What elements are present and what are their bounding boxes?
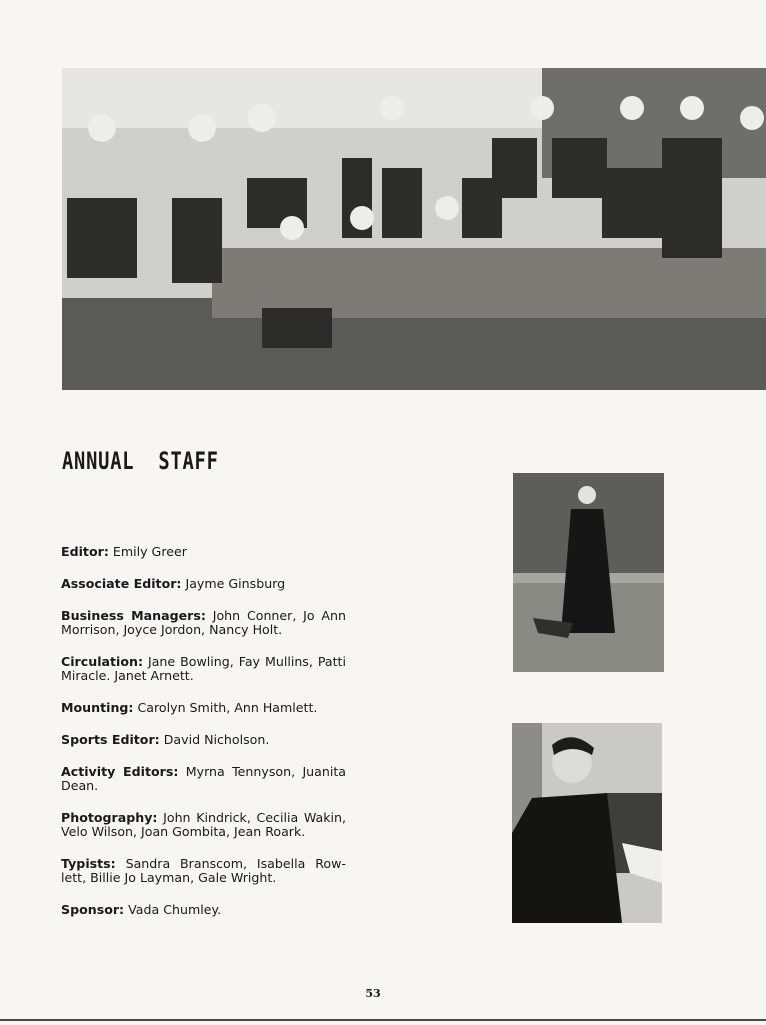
staff-entry-sponsor: [61, 903, 346, 917]
staff-entry-sports-editor: [61, 733, 346, 747]
bottom-divider: [0, 1019, 766, 1021]
page-number: 53: [365, 987, 381, 1000]
staff-entry-associate-editor: [61, 577, 346, 591]
role-label: Photography:: [61, 810, 158, 825]
staff-entry-typists: [61, 857, 346, 885]
role-label: Circulation:: [61, 654, 144, 669]
role-label: Sports Editor:: [61, 732, 160, 747]
role-label: Associate Editor:: [61, 576, 182, 591]
staff-entry-mounting: [61, 701, 346, 715]
page-title: ANNUAL STAFF: [62, 447, 219, 475]
role-label: Editor:: [61, 544, 109, 559]
staff-names: John Conner, Jo Ann Morrison, Joyce Jordon, Nancy Holt.: [61, 608, 346, 637]
staff-names: Myrna Tennyson, Juanita Dean.: [61, 764, 346, 793]
role-label: Business Managers:: [61, 608, 206, 623]
staff-entry-photography: [61, 811, 346, 839]
staff-names: Jane Bowling, Fay Mullins, Patti Miracle. Janet Arnett.: [61, 654, 346, 683]
role-label: Typists:: [61, 856, 116, 871]
staff-list: [61, 545, 346, 935]
staff-names: David Nicholson.: [163, 732, 270, 747]
staff-names: Sandra Branscom, Isabella Row-lett, Billie Jo Layman, Gale Wright.: [61, 856, 346, 885]
staff-entry-activity-editors: [61, 765, 346, 793]
staff-names: Emily Greer: [112, 544, 187, 559]
staff-entry-business-managers: [61, 609, 346, 637]
role-label: Activity Editors:: [61, 764, 179, 779]
typist-photo: [512, 723, 662, 923]
editor-photo: [513, 473, 664, 672]
group-photo: [62, 68, 766, 390]
staff-entry-editor: [61, 545, 346, 559]
role-label: Mounting:: [61, 700, 134, 715]
staff-names: John Kindrick, Cecilia Wakin, Velo Wilson, Joan Gombita, Jean Roark.: [61, 810, 346, 839]
staff-names: Jayme Ginsburg: [185, 576, 286, 591]
role-label: Sponsor:: [61, 902, 125, 917]
staff-entry-circulation: [61, 655, 346, 683]
staff-names: Vada Chumley.: [128, 902, 222, 917]
staff-names: Carolyn Smith, Ann Hamlett.: [137, 700, 318, 715]
